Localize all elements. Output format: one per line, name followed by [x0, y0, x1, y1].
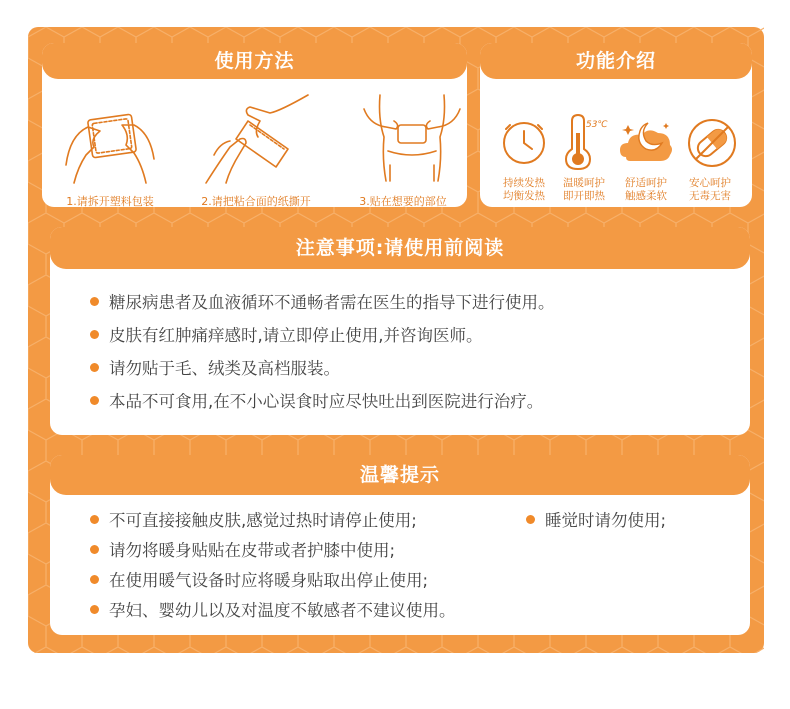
tips-card	[50, 455, 750, 635]
notice-item-2-text: 皮肤有红肿痛痒感时,请立即停止使用,并咨询医师。	[109, 326, 483, 345]
tips-item-3-text: 请勿将暖身贴贴在皮带或者护膝中使用;	[109, 541, 396, 560]
feature-3-line2: 触感柔软	[625, 190, 667, 202]
feature-4-line2: 无毒无害	[689, 190, 731, 202]
bullet-dot	[90, 363, 99, 372]
bullet-dot	[90, 515, 99, 524]
bullet-dot	[90, 545, 99, 554]
usage-header	[42, 43, 467, 79]
usage-step-1: 1.请拆开塑料包装	[66, 195, 154, 208]
feature-item-1	[492, 177, 556, 203]
moon-cloud-icon	[618, 117, 674, 169]
tips-item-1-text: 不可直接接触皮肤,感觉过热时请停止使用;	[109, 511, 417, 530]
instruction-board	[28, 27, 764, 653]
tips-header	[50, 455, 750, 495]
bullet-dot	[90, 605, 99, 614]
tips-item-1	[90, 507, 417, 531]
notice-title: 注意事项:请使用前阅读	[295, 237, 505, 259]
notice-item-4	[90, 388, 543, 412]
tips-item-2	[526, 507, 666, 531]
notice-card	[50, 227, 750, 435]
tips-item-4	[90, 567, 428, 591]
unwrap-package-icon	[60, 95, 160, 185]
tips-item-5-text: 孕妇、婴幼儿以及对温度不敏感者不建议使用。	[109, 601, 456, 620]
usage-card	[42, 43, 467, 207]
features-card	[480, 43, 752, 207]
usage-step-3: 3.贴在想要的部位	[359, 195, 447, 208]
notice-item-4-text: 本品不可食用,在不小心误食时应尽快吐出到医院进行治疗。	[109, 392, 544, 411]
feature-3-line1: 舒适呵护	[625, 177, 667, 189]
notice-item-2	[90, 322, 483, 346]
feature-1-line1: 持续发热	[503, 177, 545, 189]
capsule-icon	[686, 117, 738, 169]
feature-item-4	[678, 177, 742, 203]
peel-paper-icon	[200, 91, 310, 187]
bullet-dot	[526, 515, 535, 524]
apply-body-icon	[360, 89, 464, 187]
bullet-dot	[90, 575, 99, 584]
feature-4-line1: 安心呵护	[689, 177, 731, 189]
tips-title: 温馨提示	[359, 464, 440, 486]
thermometer-icon	[562, 113, 608, 171]
notice-item-3	[90, 355, 340, 379]
features-title: 功能介绍	[575, 50, 656, 72]
bullet-dot	[90, 330, 99, 339]
feature-2-line2: 即开即热	[563, 190, 605, 202]
usage-step-2: 2.请把粘合面的纸撕开	[201, 195, 311, 208]
feature-item-2	[552, 177, 616, 203]
tips-item-4-text: 在使用暖气设备时应将暖身贴取出停止使用;	[109, 571, 429, 590]
usage-title: 使用方法	[214, 50, 295, 72]
notice-item-1-text: 糖尿病患者及血液循环不通畅者需在医生的指导下进行使用。	[109, 293, 555, 312]
features-header	[480, 43, 752, 79]
tips-item-3	[90, 537, 395, 561]
feature-item-3	[614, 177, 678, 203]
feature-1-line2: 均衡发热	[503, 190, 545, 202]
feature-2-line1: 温暖呵护	[563, 177, 605, 189]
tips-item-5	[90, 597, 456, 621]
notice-item-1	[90, 289, 555, 313]
notice-header	[50, 227, 750, 269]
clock-icon	[500, 119, 548, 167]
tips-item-2-text: 睡觉时请勿使用;	[545, 511, 667, 530]
bullet-dot	[90, 396, 99, 405]
bullet-dot	[90, 297, 99, 306]
notice-item-3-text: 请勿贴于毛、绒类及高档服装。	[109, 359, 340, 378]
thermo-temp-label: 53℃	[586, 120, 608, 130]
